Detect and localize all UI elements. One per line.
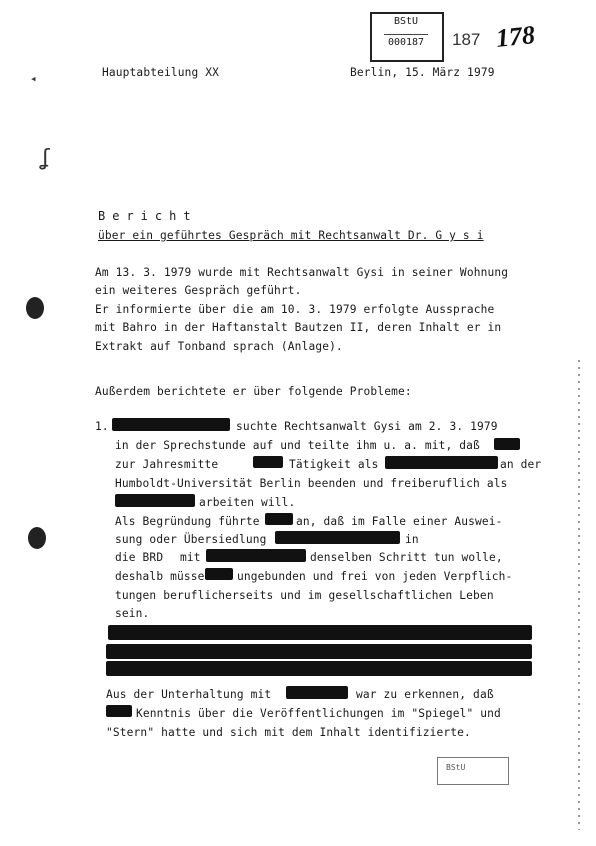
- paragraph-line: war zu erkennen, daß: [356, 688, 494, 701]
- redaction-bar: [106, 705, 132, 717]
- paragraph-line: Am 13. 3. 1979 wurde mit Rechtsanwalt Gysi in seiner Wohnung: [95, 266, 509, 279]
- page-number-printed: 187: [452, 30, 481, 49]
- item-text: tungen beruflicherseits und im gesellschaftlichen Leben: [115, 589, 494, 602]
- item-text: deshalb müsse: [115, 570, 205, 583]
- department-label: Hauptabteilung XX: [102, 66, 220, 79]
- punch-hole: [26, 297, 44, 319]
- redaction-bar: [108, 625, 532, 640]
- item-text: arbeiten will.: [199, 496, 296, 509]
- redaction-bar: [275, 531, 400, 544]
- item-text: sein.: [115, 607, 150, 620]
- item-text: an der: [500, 458, 542, 471]
- redaction-bar: [106, 644, 532, 659]
- item-text: die BRD: [115, 551, 164, 564]
- archive-stamp: [370, 12, 444, 62]
- paragraph-line: Extrakt auf Tonband sprach (Anlage).: [95, 340, 343, 353]
- paragraph-line: "Stern" hatte und sich mit dem Inhalt identifizierte.: [106, 726, 471, 739]
- punch-hole: [28, 527, 46, 549]
- item-text: ungebunden und frei von jeden Verpflich-: [237, 570, 513, 583]
- item-text: in: [405, 533, 419, 546]
- margin-mark-icon: ◂: [30, 72, 37, 85]
- item-text: an, daß im Falle einer Auswei-: [296, 515, 503, 528]
- redaction-bar: [115, 494, 195, 507]
- scan-edge: [578, 360, 580, 830]
- redaction-bar: [385, 456, 498, 469]
- redaction-bar: [265, 513, 293, 525]
- footer-stamp-text: BStU: [446, 763, 466, 772]
- item-text: denselben Schritt tun wolle,: [310, 551, 503, 564]
- paragraph-line: Er informierte über die am 10. 3. 1979 erfolgte Aussprache: [95, 303, 495, 316]
- redaction-bar: [253, 456, 283, 468]
- redaction-bar: [106, 661, 532, 676]
- footer-stamp: [437, 757, 509, 785]
- item-text: zur Jahresmitte: [115, 458, 219, 471]
- redaction-bar: [206, 549, 306, 562]
- item-text: Tätigkeit als: [289, 458, 379, 471]
- item-text: suchte Rechtsanwalt Gysi am 2. 3. 1979: [236, 420, 498, 433]
- paragraph-line: Außerdem berichtete er über folgende Probleme:: [95, 385, 412, 398]
- paragraph-line: mit Bahro in der Haftanstalt Bautzen II, deren Inhalt er in: [95, 321, 502, 334]
- stamp-number: 000187: [384, 34, 428, 48]
- paragraph-line: ein weiteres Gespräch geführt.: [95, 284, 302, 297]
- item-text: Als Begründung führte: [115, 515, 260, 528]
- redaction-bar: [112, 418, 230, 431]
- redaction-bar: [205, 568, 233, 580]
- paragraph-line: Aus der Unterhaltung mit: [106, 688, 272, 701]
- item-text: Humboldt-Universität Berlin beenden und freiberuflich als: [115, 477, 508, 490]
- redaction-bar: [286, 686, 348, 699]
- document-subheading: über ein geführtes Gespräch mit Rechtsanwalt Dr. G y s i: [98, 229, 484, 242]
- stamp-agency: BStU: [393, 16, 419, 27]
- list-number: 1.: [95, 420, 109, 433]
- item-text: mit: [180, 551, 201, 564]
- document-heading: Bericht: [98, 209, 198, 223]
- page-number-handwritten: 178: [494, 20, 537, 53]
- place-date: Berlin, 15. März 1979: [350, 66, 495, 79]
- paragraph-line: Kenntnis über die Veröffentlichungen im "Spiegel" und: [136, 707, 501, 720]
- item-text: in der Sprechstunde auf und teilte ihm u. a. mit, daß: [115, 439, 480, 452]
- redaction-bar: [494, 438, 520, 450]
- handwritten-mark-icon: ʆ: [38, 146, 52, 171]
- item-text: sung oder Übersiedlung: [115, 533, 267, 546]
